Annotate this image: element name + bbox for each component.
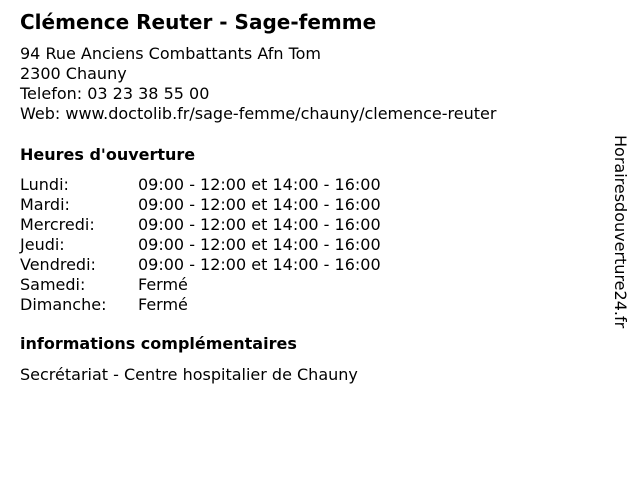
day-label: Lundi: bbox=[20, 175, 69, 194]
day-hours: 09:00 - 12:00 et 14:00 - 16:00 bbox=[138, 195, 381, 214]
hours-row bbox=[20, 275, 381, 295]
day-label: Jeudi: bbox=[20, 235, 65, 254]
street-address: 94 Rue Anciens Combattants Afn Tom bbox=[20, 44, 322, 63]
hours-row bbox=[20, 295, 381, 315]
day-label: Samedi: bbox=[20, 275, 86, 294]
address-block bbox=[20, 44, 496, 124]
site-watermark: Horairesdouverture24.fr bbox=[611, 135, 630, 329]
opening-hours bbox=[20, 175, 381, 315]
city: 2300 Chauny bbox=[20, 64, 127, 83]
day-hours: 09:00 - 12:00 et 14:00 - 16:00 bbox=[138, 255, 381, 274]
day-hours: 09:00 - 12:00 et 14:00 - 16:00 bbox=[138, 215, 381, 234]
day-hours: Fermé bbox=[138, 275, 188, 294]
website: Web: www.doctolib.fr/sage-femme/chauny/clemence-reuter bbox=[20, 104, 497, 123]
day-hours: 09:00 - 12:00 et 14:00 - 16:00 bbox=[138, 175, 381, 194]
hours-row bbox=[20, 195, 381, 215]
hours-row bbox=[20, 175, 381, 195]
hours-row bbox=[20, 235, 381, 255]
day-label: Mercredi: bbox=[20, 215, 95, 234]
info-text: Secrétariat - Centre hospitalier de Chauny bbox=[20, 365, 358, 384]
info-heading: informations complémentaires bbox=[20, 334, 297, 353]
page-title: Clémence Reuter - Sage-femme bbox=[20, 10, 377, 34]
day-hours: 09:00 - 12:00 et 14:00 - 16:00 bbox=[138, 235, 381, 254]
day-hours: Fermé bbox=[138, 295, 188, 314]
hours-heading: Heures d'ouverture bbox=[20, 145, 196, 164]
day-label: Dimanche: bbox=[20, 295, 107, 314]
phone: Telefon: 03 23 38 55 00 bbox=[20, 84, 210, 103]
day-label: Vendredi: bbox=[20, 255, 96, 274]
hours-row bbox=[20, 255, 381, 275]
hours-row bbox=[20, 215, 381, 235]
day-label: Mardi: bbox=[20, 195, 70, 214]
